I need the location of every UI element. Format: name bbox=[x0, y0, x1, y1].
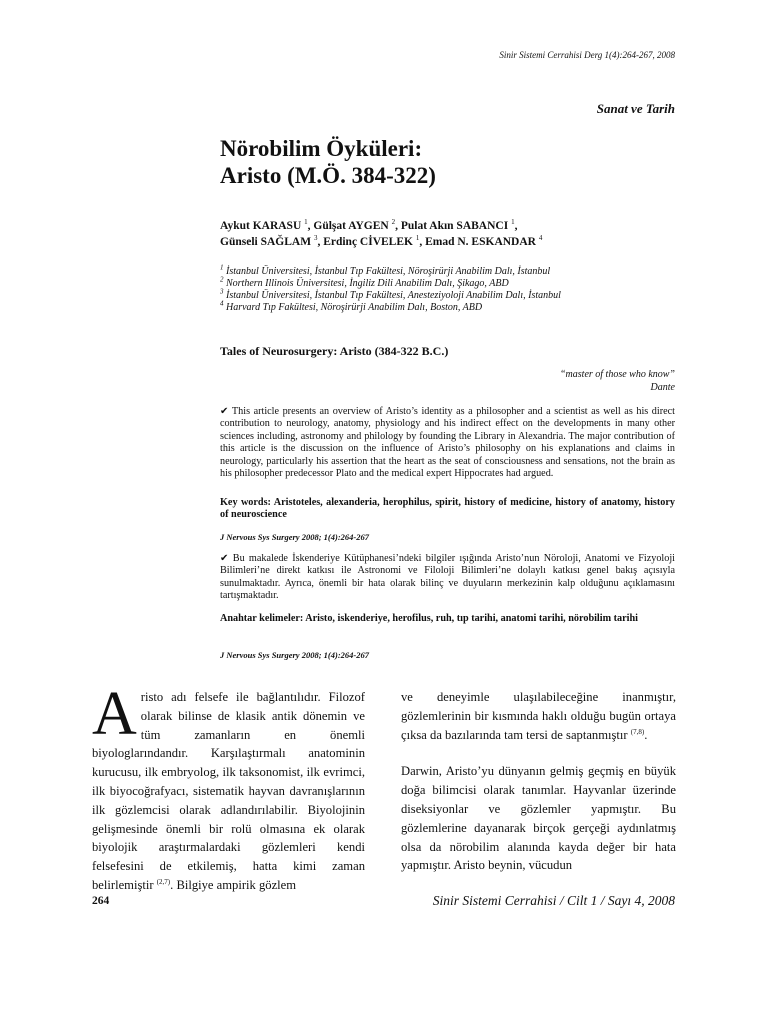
body-column-left bbox=[92, 680, 365, 895]
body-paragraph: ve deneyimle ulaşılabileceğine inanmıştır, gözlemlerinin bir kısmında haklı olduğu bugün ortaya çıksa da bazılarında tam tersi de saptanmıştır $^{(7,8)}$. bbox=[401, 690, 676, 742]
page-number: 264 bbox=[92, 895, 110, 907]
keywords-turkish: Anahtar kelimeler: Aristo, iskenderiye, herofilus, ruh, tıp tarihi, anatomi tarihi, nörobilim tarihi bbox=[220, 613, 638, 624]
author-name: Gülşat AYGEN bbox=[313, 220, 389, 232]
citation: J Nervous Sys Surgery 2008; 1(4):264-267 bbox=[220, 532, 369, 542]
author-name: Pulat Akın SABANCI bbox=[400, 220, 509, 232]
epigraph bbox=[560, 369, 675, 394]
author-list bbox=[220, 218, 542, 250]
author-affiliation-mark: 1 bbox=[415, 234, 420, 243]
author-name: Erdinç CİVELEK bbox=[323, 236, 413, 248]
epigraph-quote: “master of those who know” bbox=[559, 369, 675, 380]
body-paragraph: Aristo adı felsefe ile bağlantılıdır. Filozof olarak bilinse de klasik antik dönemin ve tüm zamanların en önemli biyologlarındandır. Karşılaştırmalı anatominin kurucusu, ilk embryolog, ilk taksonomist, ilk evrimci, ilk biyocoğrafyacı, sistematik hayvan davranışlarının ilk gözlemcisi olarak adlandırılabilir. Biyolojinin gelişmesinde önemli bir rolü olmasına ek olarak biyolojik araştırmalardaki gözlemleri kendi felsefesini de etkilemiş, hatta kimi zaman belirlemiştir $^{(2,7)}$. Bilgiye ampirik gözlem bbox=[92, 680, 365, 892]
body-paragraph: Darwin, Aristo’yu dünyanın gelmiş geçmiş en büyük doğa bilimcisi olarak tanımlar. Hayvanlar üzerinde diseksiyonlar ve gözlemler yapmıştır. Bu gözlemlerine dayanarak birçok gerçeği aydınlatmış olsa da nörobilim alanında kayda değer bir hata yapmıştır. Aristo beynin, vücudun bbox=[401, 764, 676, 873]
author-affiliation-mark: 3 bbox=[313, 234, 318, 243]
abstract-turkish bbox=[220, 553, 675, 603]
author-line-2: Günseli SAĞLAM $^3$, Erdinç CİVELEK $^1$, Emad N. ESKANDAR $^4$ bbox=[220, 234, 543, 248]
footer-journal-issue: Sinir Sistemi Cerrahisi / Cilt 1 / Sayı 4, 2008 bbox=[432, 893, 675, 908]
abstract-english bbox=[220, 406, 675, 480]
article-title bbox=[220, 135, 436, 189]
author-name: Emad N. ESKANDAR bbox=[425, 236, 536, 248]
title-line-1: Nörobilim Öyküleri: bbox=[220, 136, 423, 161]
author-line-1: Aykut KARASU $^1$, Gülşat AYGEN $^2$, Pulat Akın SABANCI $^1$, bbox=[220, 218, 518, 232]
affiliation-list bbox=[220, 263, 561, 314]
affiliation-item: $^1$ İstanbul Üniversitesi, İstanbul Tıp Fakültesi, Nöroşirürji Anabilim Dalı, İstanbul bbox=[220, 263, 551, 277]
title-line-2: Aristo (M.Ö. 384-322) bbox=[220, 163, 436, 188]
affiliation-item: $^3$ İstanbul Üniversitesi, İstanbul Tıp Fakültesi, Anesteziyoloji Anabilim Dalı, İstanbul bbox=[220, 287, 561, 301]
affiliation-item: $^2$ Northern Illinois Üniversitesi, İngiliz Dili Anabilim Dalı, Şikago, ABD bbox=[220, 275, 509, 289]
reference-mark: (7,8) bbox=[630, 727, 645, 736]
author-affiliation-mark: 1 bbox=[511, 218, 515, 227]
epigraph-author: Dante bbox=[650, 381, 675, 393]
section-label: Sanat ve Tarih bbox=[596, 101, 675, 116]
author-affiliation-mark: 1 bbox=[304, 218, 308, 227]
journal-reference: Sinir Sistemi Cerrahisi Derg 1(4):264-267, 2008 bbox=[499, 50, 675, 60]
abstract-turkish-text: Bu makalede İskenderiye Kütüphanesi’ndeki bilgiler ışığında Aristo’nun Nöroloji, Anatomi ve Fizyoloji Bilimleri’ne direkt katkısı ile Astronomi ve Filoloji Bilimleri’ne dolaylı katkısı genel bakış açısıyla sunulmaktadır. Ayrıca, önemli bir hata olarak bilinç ve duyuların merkezinin kalp olduğunu açıklamasını tartışmaktadır. bbox=[220, 553, 675, 602]
check-icon: ✔ bbox=[220, 553, 229, 564]
citation-2: J Nervous Sys Surgery 2008; 1(4):264-267 bbox=[220, 650, 369, 660]
drop-cap: A bbox=[92, 680, 137, 748]
author-affiliation-mark: 2 bbox=[391, 218, 396, 227]
reference-mark: (2,7) bbox=[156, 877, 171, 886]
affiliation-item: $^4$ Harvard Tıp Fakültesi, Nöroşirürji Anabilim Dalı, Boston, ABD bbox=[220, 299, 483, 313]
body-column-right bbox=[401, 688, 676, 875]
keywords-english: Key words: Aristoteles, alexanderia, herophilus, spirit, history of medicine, history of anatomy, history of neuroscience bbox=[220, 497, 675, 521]
author-affiliation-mark: 4 bbox=[538, 234, 543, 243]
english-title: Tales of Neurosurgery: Aristo (384-322 B.C.) bbox=[220, 344, 449, 358]
check-icon: ✔ bbox=[220, 406, 229, 417]
author-name: Günseli SAĞLAM bbox=[220, 236, 312, 248]
author-name: Aykut KARASU bbox=[220, 220, 302, 232]
abstract-english-text: This article presents an overview of Aristo’s identity as a philosopher and a scientist as well as his direct contribution to neurology, anatomy, physiology and his indirect effect on the developments in many other sciences including, astronomy and philology by founding the Library in Alexandria. The major contribution of this article is the discussion on the influence of Aristo’s philosophy on his explanations and claims in neurology, particularly his assertion that the heart as the seat of consciousness and sensations, not the brain as his philosopher predecessor Plato and the medical expert Hippocrates had argued. bbox=[220, 406, 675, 480]
